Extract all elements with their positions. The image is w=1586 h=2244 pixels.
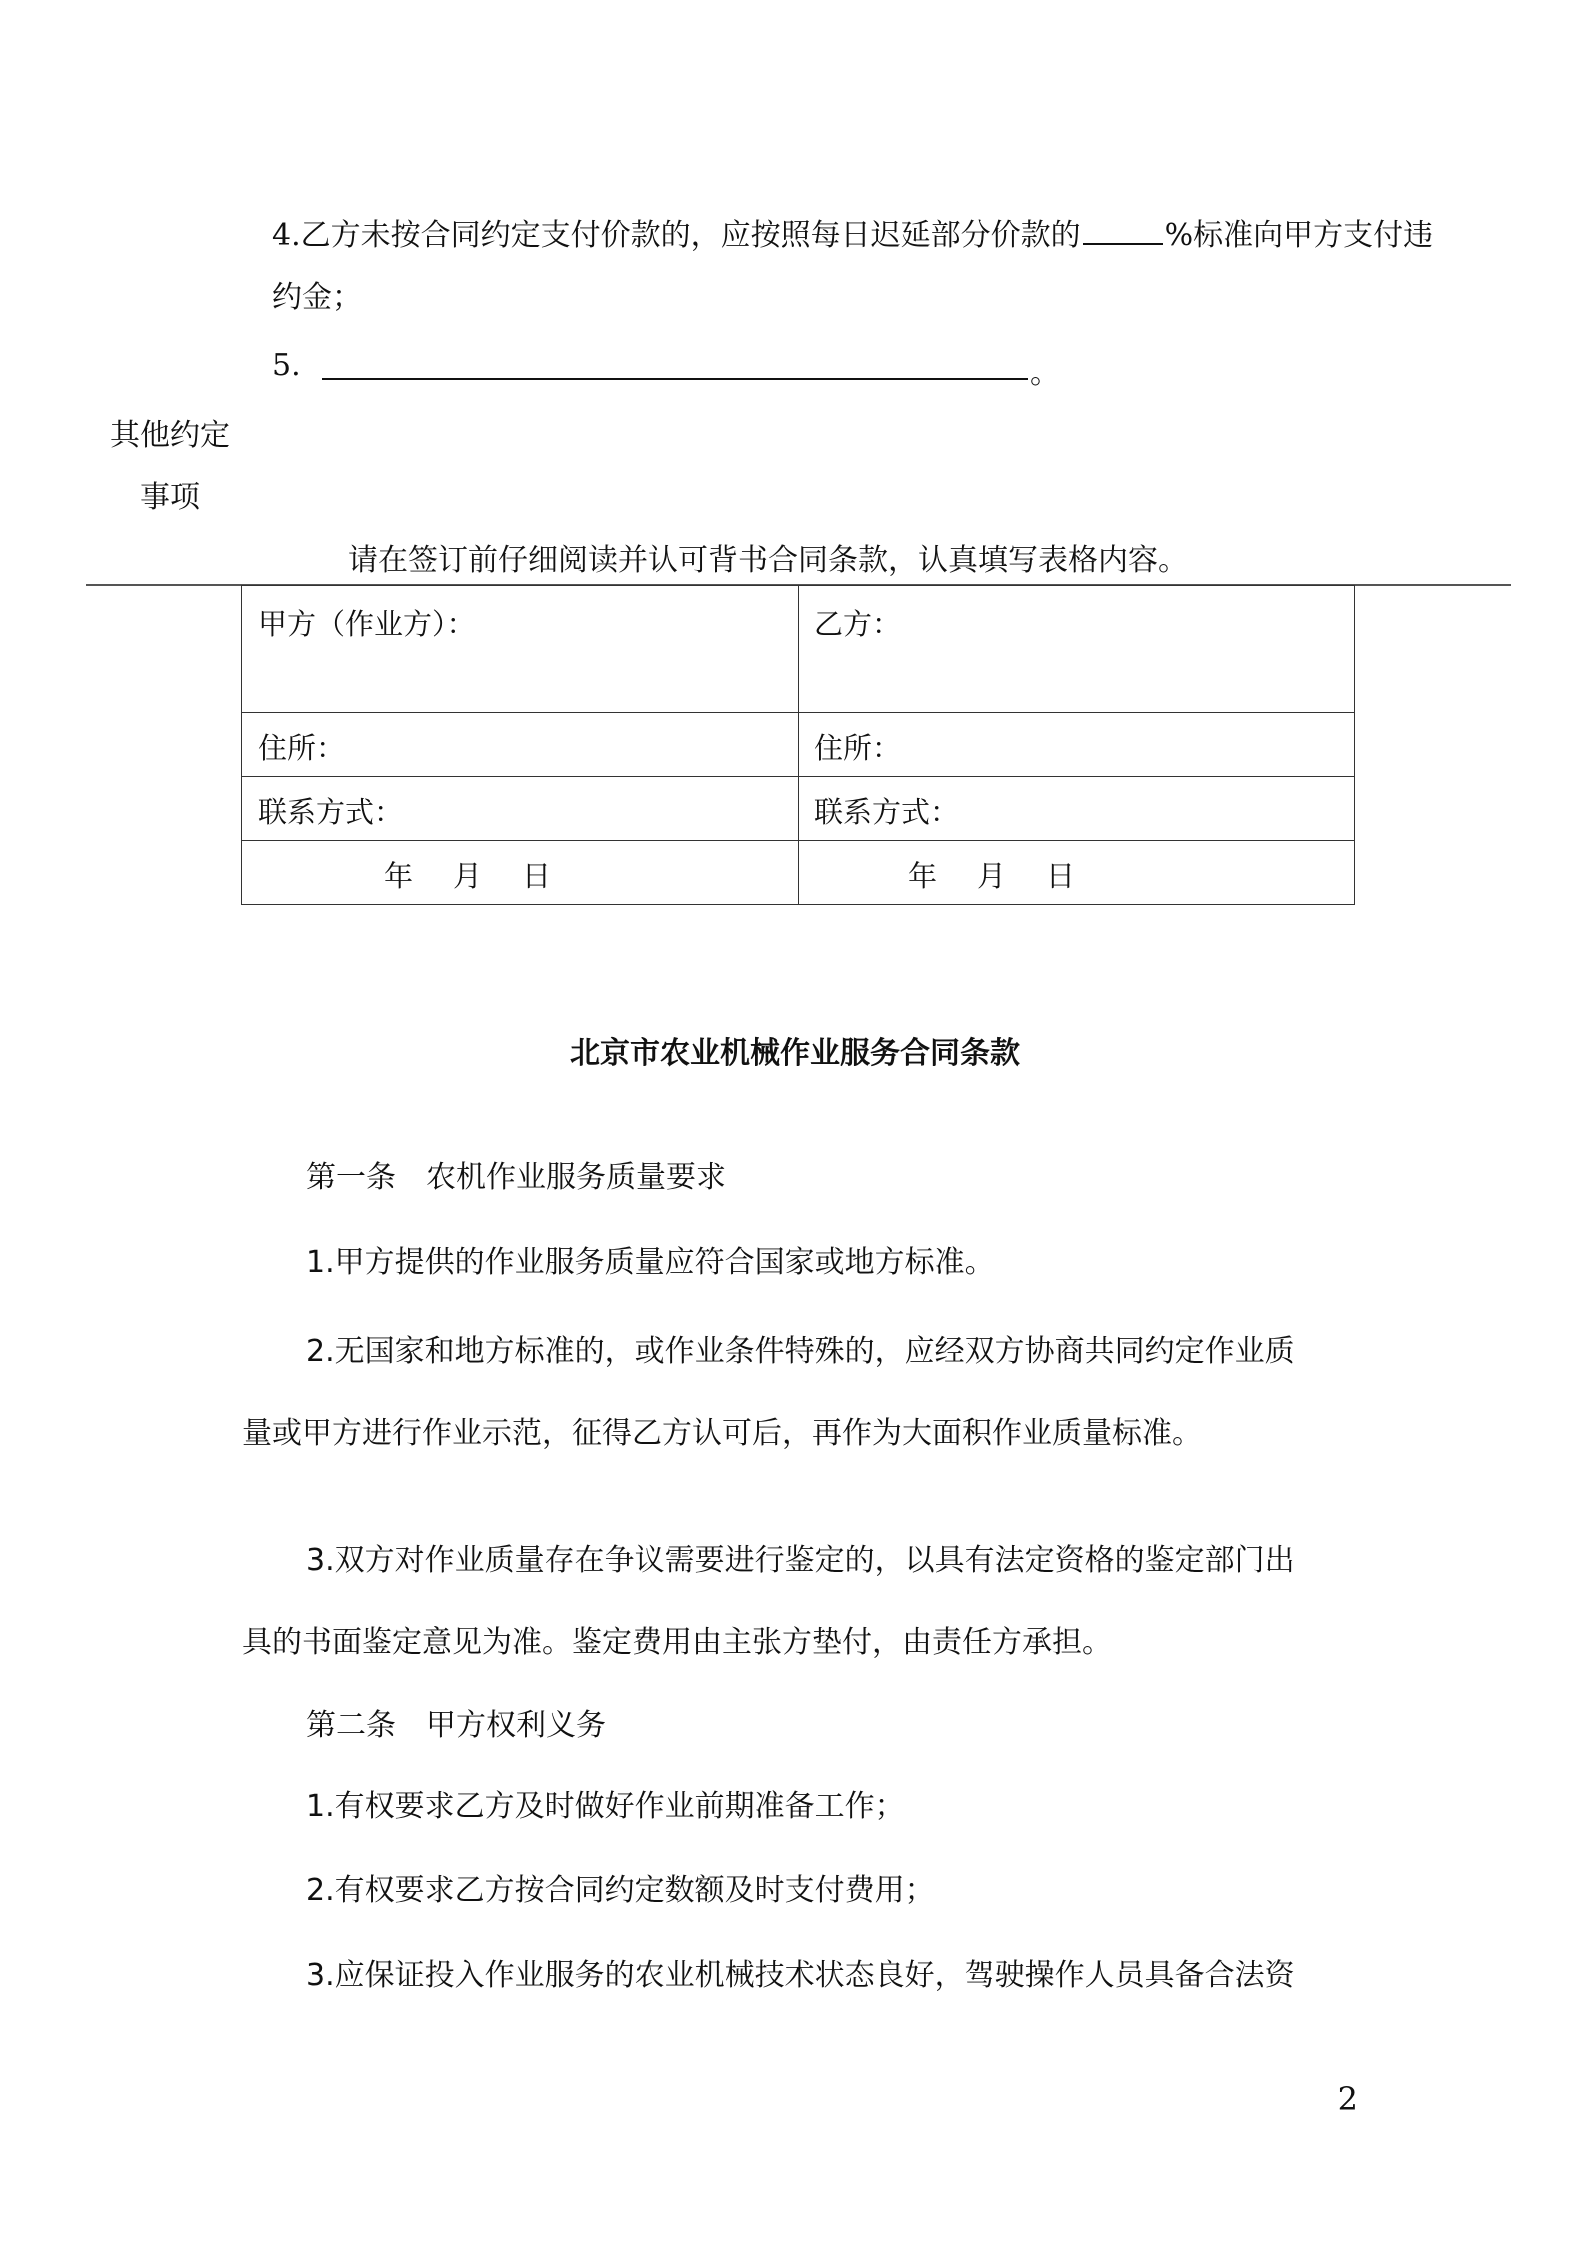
article-1-item-2-line-2: 量或甲方进行作业示范，征得乙方认可后，再作为大面积作业质量标准。 — [242, 1416, 1202, 1451]
party-a-contact-label: 联系方式： — [258, 795, 404, 829]
party-a-date — [384, 854, 551, 895]
party-a-date-month: 月 — [453, 859, 483, 893]
party-a-date-day: 日 — [522, 859, 552, 893]
party-b-address-label: 住所： — [814, 731, 902, 765]
article-1-item-3-line-2: 具的书面鉴定意见为准。鉴定费用由主张方垫付，由责任方承担。 — [242, 1625, 1112, 1660]
penalty-rate-blank — [1083, 217, 1163, 245]
article-2-heading: 第二条 甲方权利义务 — [306, 1708, 606, 1743]
other-matters-label-line-1: 其他约定 — [110, 418, 230, 453]
article-2-item-1: 1.有权要求乙方及时做好作业前期准备工作； — [306, 1789, 905, 1824]
terms-title: 北京市农业机械作业服务合同条款 — [570, 1036, 1020, 1071]
clause-4-line-2: 约金； — [272, 280, 362, 315]
clause-4-line-1 — [272, 210, 1433, 254]
party-a-date-year: 年 — [384, 859, 414, 893]
party-b-date-month: 月 — [977, 859, 1007, 893]
clause-4-prefix: 4.乙方未按合同约定支付价款的，应按照每日迟延部分价款的 — [272, 218, 1081, 253]
table-column-divider — [798, 586, 799, 904]
clause-5-end: 。 — [1030, 356, 1060, 391]
party-b-label: 乙方： — [814, 607, 902, 641]
page-number: 2 — [1337, 2080, 1358, 2118]
article-1-item-1: 1.甲方提供的作业服务质量应符合国家或地方标准。 — [306, 1245, 995, 1280]
table-row-divider-1 — [242, 712, 1354, 713]
party-b-date-year: 年 — [908, 859, 938, 893]
other-matters-label-line-2: 事项 — [140, 480, 200, 515]
table-row-divider-3 — [242, 840, 1354, 841]
article-2-item-3-line-1: 3.应保证投入作业服务的农业机械技术状态良好，驾驶操作人员具备合法资 — [306, 1958, 1295, 1993]
article-1-item-2-line-1: 2.无国家和地方标准的，或作业条件特殊的，应经双方协商共同约定作业质 — [306, 1334, 1295, 1369]
clause-5-blank-line — [322, 378, 1028, 380]
party-a-address-label: 住所： — [258, 731, 346, 765]
party-b-date — [908, 854, 1075, 895]
clause-4-suffix: %标准向甲方支付违 — [1164, 218, 1434, 253]
party-a-label: 甲方（作业方）： — [258, 607, 476, 641]
table-row-divider-2 — [242, 776, 1354, 777]
clause-5-number: 5. — [272, 348, 301, 383]
article-1-heading: 第一条 农机作业服务质量要求 — [306, 1160, 726, 1195]
signing-notice: 请在签订前仔细阅读并认可背书合同条款，认真填写表格内容。 — [348, 543, 1188, 578]
party-b-contact-label: 联系方式： — [814, 795, 960, 829]
article-2-item-2: 2.有权要求乙方按合同约定数额及时支付费用； — [306, 1873, 935, 1908]
article-1-item-3-line-1: 3.双方对作业质量存在争议需要进行鉴定的，以具有法定资格的鉴定部门出 — [306, 1543, 1295, 1578]
party-b-date-day: 日 — [1046, 859, 1076, 893]
signature-table — [241, 585, 1355, 905]
